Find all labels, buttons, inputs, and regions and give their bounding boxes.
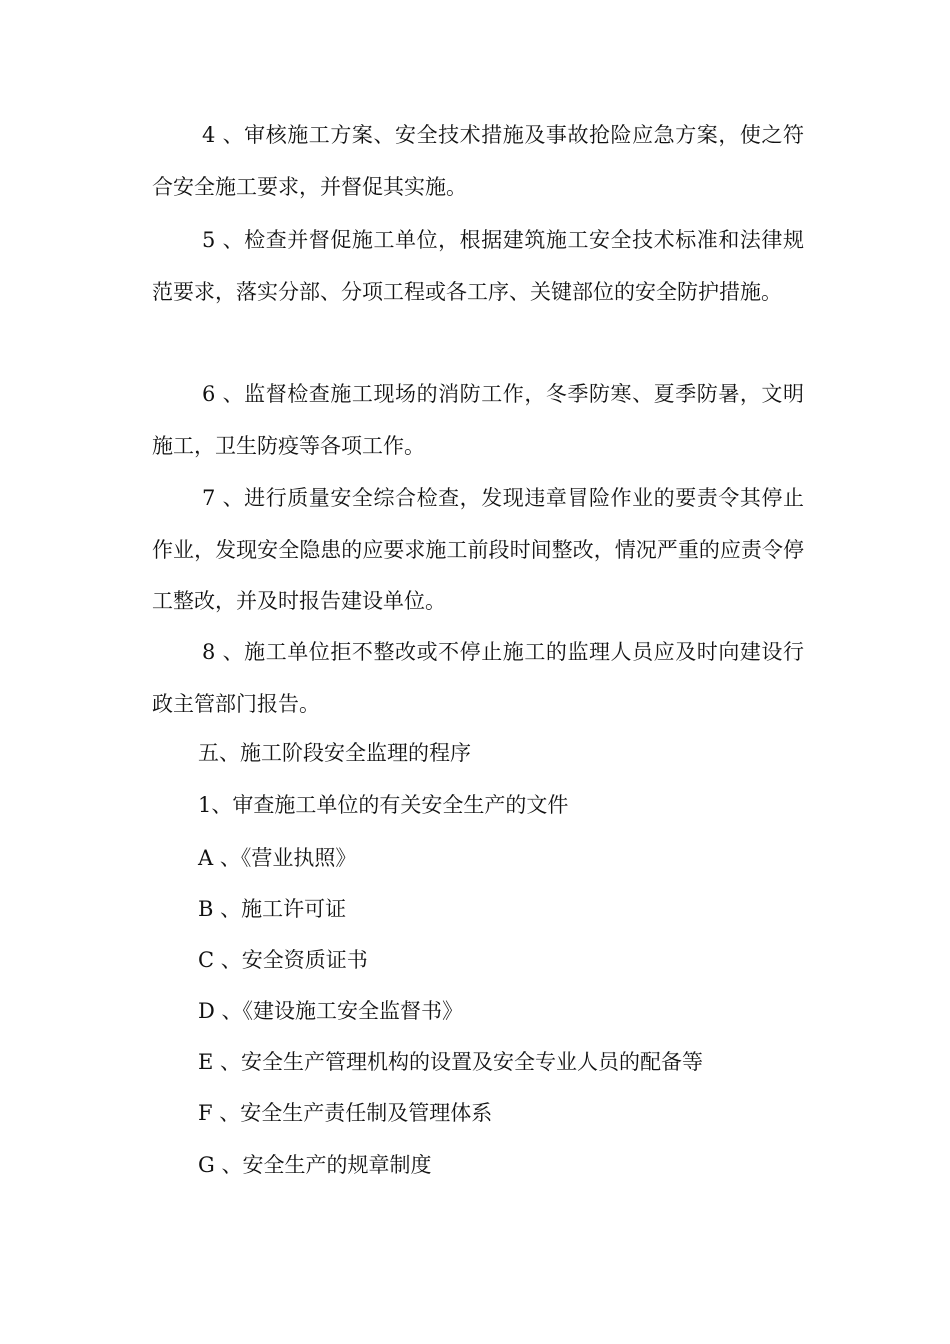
- section-heading: 五、施工阶段安全监理的程序: [198, 741, 471, 765]
- list-item-b: B 、施工许可证: [198, 897, 347, 921]
- list-item-f: F 、安全生产责任制及管理体系: [198, 1101, 493, 1125]
- list-item-g: G 、安全生产的规章制度: [198, 1153, 432, 1177]
- paragraph-item-8: 8 、施工单位拒不整改或不停止施工的监理人员应及时向建设行政主管部门报告。: [152, 640, 804, 716]
- list-item-d: D 、《建设施工安全监督书》: [198, 999, 464, 1023]
- list-item-c: C 、安全资质证书: [198, 948, 368, 972]
- paragraph-item-7: 7 、进行质量安全综合检查，发现违章冒险作业的要责令其停止作业，发现安全隐患的应要求施工前段时间整改，情况严重的应责令停工整改，并及时报告建设单位。: [152, 486, 804, 613]
- paragraph-item-6: 6 、监督检查施工现场的消防工作，冬季防寒、夏季防暑，文明施工，卫生防疫等各项工作。: [152, 382, 804, 458]
- paragraph-item-4: 4 、审核施工方案、安全技术措施及事故抢险应急方案，使之符合安全施工要求，并督促其实施。: [152, 123, 804, 199]
- list-item-a: A 、《营业执照》: [198, 846, 357, 870]
- list-item-e: E 、安全生产管理机构的设置及安全专业人员的配备等: [198, 1050, 704, 1074]
- paragraph-item-5: 5 、检查并督促施工单位，根据建筑施工安全技术标准和法律规范要求，落实分部、分项工程或各工序、关键部位的安全防护措施。: [152, 228, 804, 304]
- subheading: 1、审查施工单位的有关安全生产的文件: [198, 793, 569, 817]
